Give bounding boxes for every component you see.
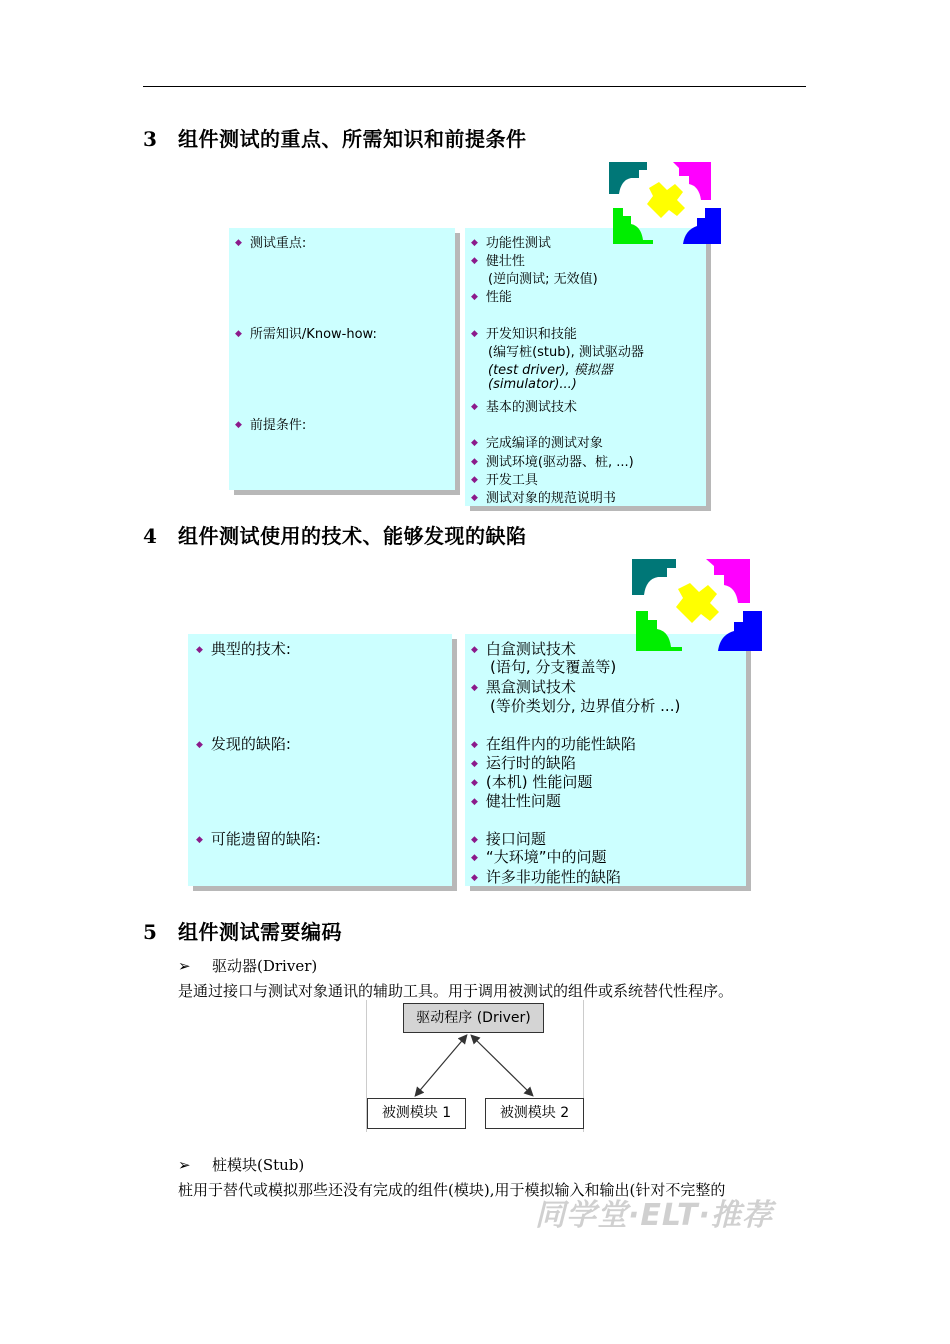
list-item: ◆ 接口问题 [471, 830, 546, 848]
list-item: ◆ 性能 [471, 290, 512, 305]
watermark: 同学堂·ELT·推荐 [535, 1198, 773, 1233]
list-item: ◆ 黑盒测试技术 [471, 678, 576, 696]
header-rule [143, 86, 806, 87]
list-item: ◆ 白盒测试技术 [471, 640, 576, 658]
list-item: ◆ 功能性测试 [471, 236, 551, 251]
driver-box: 驱动程序 (Driver) [403, 1003, 544, 1033]
list-item: ◆ 可能遗留的缺陷: [196, 830, 321, 848]
list-item-note: (语句, 分支覆盖等) [490, 658, 617, 676]
driver-diagram [366, 1000, 584, 1132]
slide-panel-left [188, 634, 452, 886]
list-item: ◆ 在组件内的功能性缺陷 [471, 735, 636, 753]
list-item: ◆ 发现的缺陷: [196, 735, 291, 753]
section-number: 4 [143, 524, 158, 548]
section-title: 组件测试的重点、所需知识和前提条件 [178, 127, 527, 151]
list-item-note: (test driver), 模拟器 [488, 363, 613, 378]
list-item-note: (等价类划分, 边界值分析 ...) [490, 697, 681, 715]
arrow-bullet-icon: ➢ [178, 1156, 191, 1174]
driver-description: 是通过接口与测试对象通讯的辅助工具。用于调用被测试的组件或系统替代性程序。 [178, 982, 734, 1000]
section-5-heading [143, 916, 342, 945]
list-item-note: (simulator)...) [488, 377, 577, 392]
list-item: ◆ 前提条件: [235, 418, 307, 433]
stub-description: 桩用于替代或模拟那些还没有完成的组件(模块),用于模拟输入和输出(针对不完整的 [178, 1181, 726, 1199]
list-item-note: (逆向测试; 无效值) [488, 272, 598, 287]
list-item: ◆ 开发工具 [471, 473, 538, 488]
slide-panel-right [465, 228, 706, 506]
slide-panel-left [229, 228, 455, 490]
list-item: ◆ 运行时的缺陷 [471, 754, 576, 772]
list-item: ◆ 许多非功能性的缺陷 [471, 868, 621, 886]
section-title: 组件测试使用的技术、能够发现的缺陷 [178, 524, 527, 548]
puzzle-logo-icon [607, 160, 723, 246]
list-item: ◆ “大环境”中的问题 [471, 848, 607, 866]
puzzle-logo-icon [630, 557, 764, 653]
list-item: ◆ 测试重点: [235, 236, 307, 251]
driver-bullet: ➢ 驱动器(Driver) [178, 957, 318, 975]
list-item: ◆ 健壮性 [471, 254, 525, 269]
section-number: 5 [143, 920, 158, 944]
list-item: ◆ 基本的测试技术 [471, 400, 577, 415]
list-item: ◆ 测试环境(驱动器、桩, ...) [471, 455, 634, 470]
section-4-heading [143, 520, 527, 549]
list-item: ◆ 所需知识/Know-how: [235, 327, 377, 342]
stub-bullet: ➢ 桩模块(Stub) [178, 1156, 305, 1174]
slide-panel-right [465, 634, 746, 886]
arrow-bullet-icon: ➢ [178, 957, 191, 975]
list-item: ◆ 健壮性问题 [471, 792, 561, 810]
list-item: ◆ 开发知识和技能 [471, 327, 577, 342]
list-item-note: (编写桩(stub), 测试驱动器 [488, 345, 644, 360]
module-box: 被测模块 2 [485, 1098, 584, 1129]
module-box: 被测模块 1 [367, 1098, 466, 1129]
section-number: 3 [143, 127, 158, 151]
list-item: ◆ (本机) 性能问题 [471, 773, 593, 791]
list-item: ◆ 典型的技术: [196, 640, 291, 658]
list-item: ◆ 测试对象的规范说明书 [471, 491, 616, 506]
section-title: 组件测试需要编码 [178, 920, 342, 944]
list-item: ◆ 完成编译的测试对象 [471, 436, 603, 451]
section-3-heading [143, 123, 527, 152]
